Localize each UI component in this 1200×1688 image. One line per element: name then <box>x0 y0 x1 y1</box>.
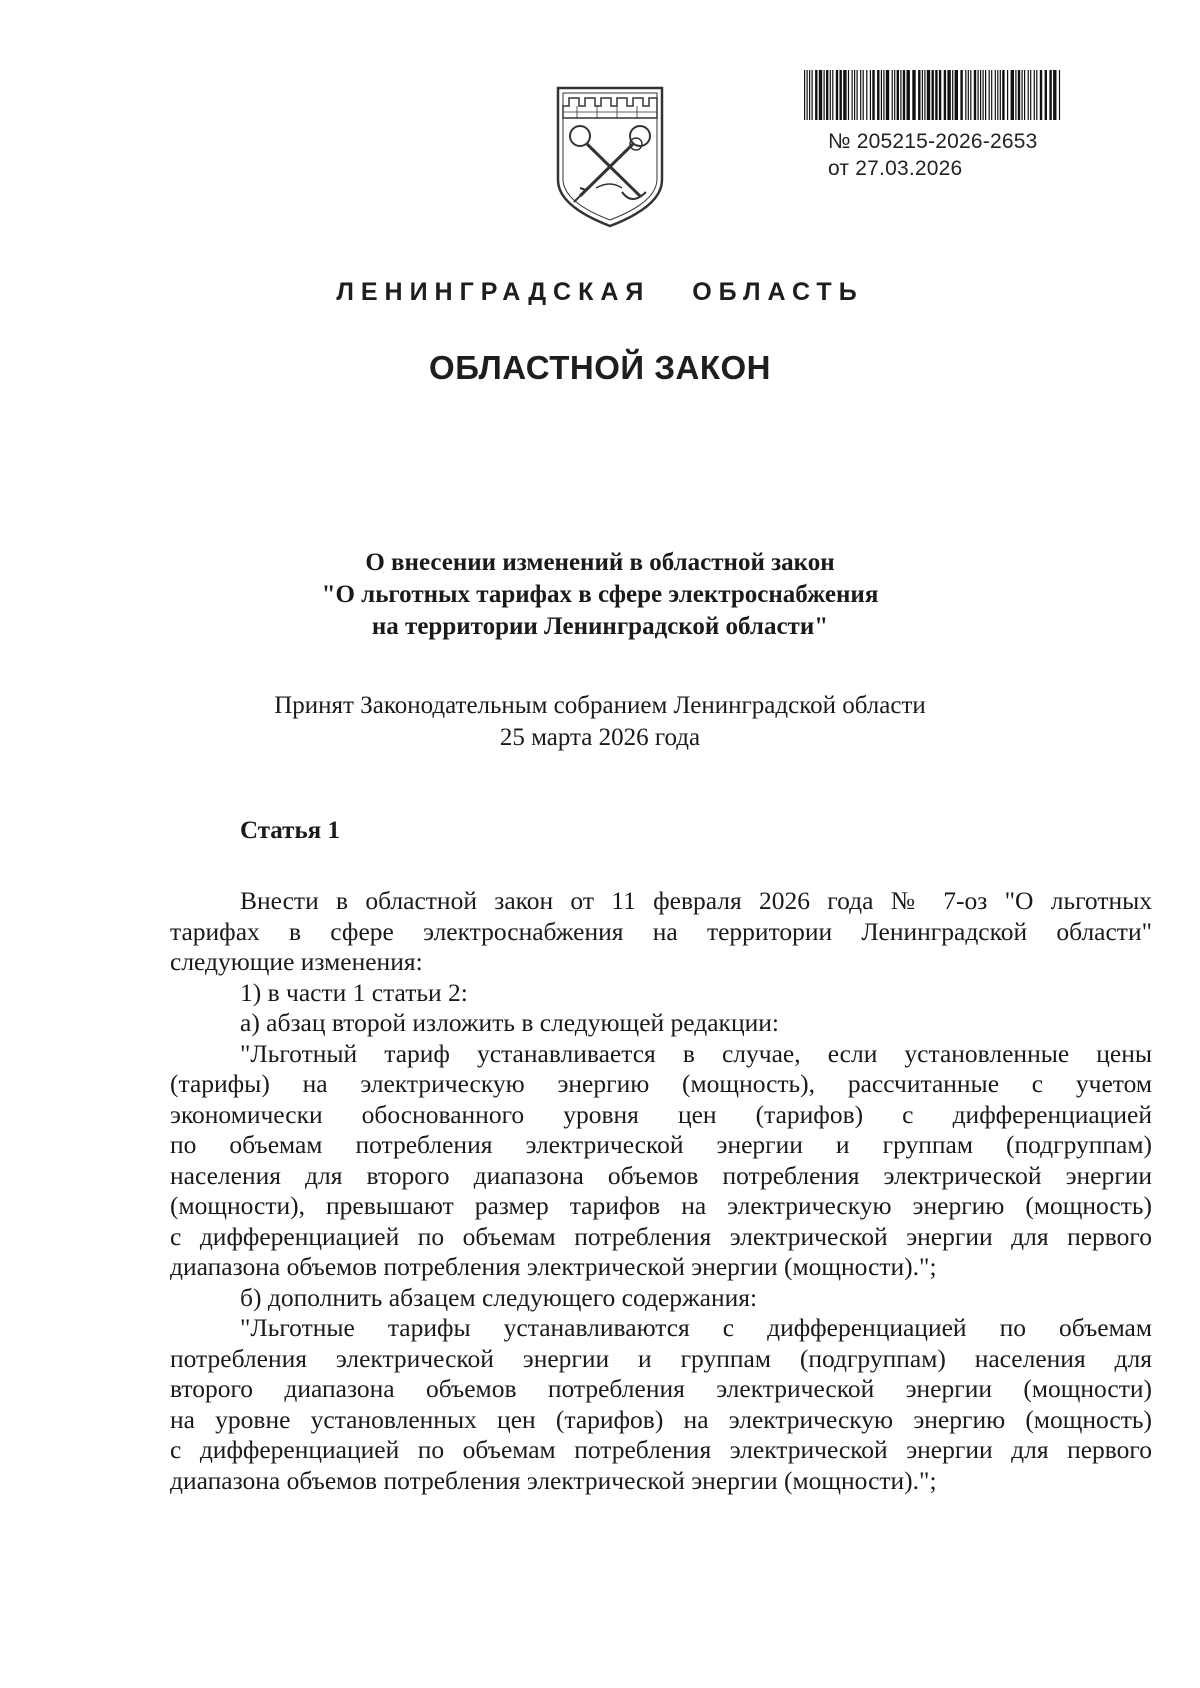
body-line: второго диапазона объемов потребления электрической энергии (мощности) <box>170 1374 1152 1403</box>
body-line: (мощности), превышают размер тарифов на электрическую энергию (мощность) <box>170 1191 1152 1220</box>
registration-date: от 27.03.2026 <box>828 157 963 180</box>
barcode-bar <box>1002 70 1004 120</box>
barcode-bar <box>1053 70 1056 120</box>
adoption-line: Принят Законодательным собранием Ленинградской области <box>274 692 926 719</box>
article-body <box>170 886 1152 1496</box>
barcode-bar <box>863 70 864 120</box>
body-line: экономически обоснованного уровня цен (тарифов) с дифференциацией <box>170 1099 1152 1129</box>
law-title-line: "О льготных тарифах в сфере электроснабжения <box>321 581 879 608</box>
barcode-bar <box>924 70 925 120</box>
barcode-bar <box>866 70 867 120</box>
barcode-bar <box>824 70 825 120</box>
adoption-date: 25 марта 2026 года <box>499 724 701 751</box>
law-title-line: на территории Ленинградской области" <box>371 613 829 640</box>
barcode-bar <box>1011 70 1014 120</box>
barcode-bar <box>991 70 992 120</box>
barcode-bar <box>944 70 946 120</box>
barcode-bar <box>965 70 966 120</box>
barcode-bar <box>852 70 853 120</box>
law-title <box>0 547 1200 643</box>
document-type: ОБЛАСТНОЙ ЗАКОН <box>429 349 771 386</box>
barcode-bar <box>812 70 813 120</box>
barcode-bar <box>832 70 833 120</box>
barcode-bar <box>826 70 828 120</box>
barcode-bar <box>960 70 962 120</box>
barcode-bar <box>807 70 808 120</box>
barcode-bar <box>1000 70 1001 120</box>
barcode-bar <box>843 70 846 120</box>
barcode <box>804 70 1066 120</box>
barcode-bar <box>881 70 882 120</box>
body-line: "Льготный тариф устанавливается в случае, если установленные цены <box>240 1038 1152 1068</box>
body-line: диапазона объемов потребления электрической энергии (мощности)."; <box>170 1465 937 1495</box>
barcode-bar <box>989 70 990 120</box>
barcode-bar <box>1030 70 1031 120</box>
barcode-bar <box>947 70 950 120</box>
barcode-bar <box>974 70 976 120</box>
barcode-bar <box>968 70 969 120</box>
adoption-note <box>0 690 1200 754</box>
barcode-bar <box>860 70 861 120</box>
barcode-bar <box>1015 70 1016 120</box>
registration-number: № 205215-2026-2653 <box>828 130 1038 153</box>
body-line: а) абзац второй изложить в следующей редакции: <box>240 1008 779 1037</box>
barcode-bar <box>894 70 895 120</box>
body-line: следующие изменения: <box>170 947 423 976</box>
barcode-bar <box>970 70 971 120</box>
body-line: с дифференциацией по объемам потребления электрической энергии для первого <box>170 1221 1152 1251</box>
barcode-bar <box>932 70 934 120</box>
body-line: тарифах в сфере электроснабжения на территории Ленинградской области" <box>170 916 1152 946</box>
barcode-bar <box>983 70 984 120</box>
barcode-bar <box>978 70 979 120</box>
barcode-bar <box>883 70 884 120</box>
barcode-bar <box>854 70 855 120</box>
body-line: "Льготные тарифы устанавливаются с дифференциацией по объемам <box>240 1313 1152 1342</box>
barcode-bar <box>935 70 937 120</box>
body-line: (тарифы) на электрическую энергию (мощность), рассчитанные с учетом <box>170 1069 1152 1098</box>
barcode-bar <box>819 70 822 120</box>
barcode-bar <box>815 70 817 120</box>
body-line: населения для второго диапазона объемов потребления электрической энергии <box>170 1160 1152 1190</box>
barcode-bar <box>1024 70 1025 120</box>
barcode-bar <box>836 70 838 120</box>
barcode-bar <box>1036 70 1037 120</box>
barcode-bar <box>892 70 893 120</box>
barcode-bar <box>1045 70 1047 120</box>
barcode-bar <box>886 70 889 120</box>
barcode-bar <box>840 70 842 120</box>
barcode-bar <box>857 70 858 120</box>
barcode-bar <box>1018 70 1020 120</box>
barcode-bar <box>912 70 915 120</box>
barcode-bar <box>1034 70 1035 120</box>
registration-block <box>804 70 1074 182</box>
barcode-bar <box>980 70 981 120</box>
barcode-bar <box>997 70 998 120</box>
body-line: Внести в областной закон от 11 февраля 2026 года № 7-оз "О льготных <box>240 886 1152 915</box>
barcode-bar <box>952 70 953 120</box>
barcode-bar <box>1040 70 1042 120</box>
barcode-bar <box>1059 70 1060 120</box>
barcode-bar <box>955 70 958 120</box>
body-line: на уровне установленных цен (тарифов) на электрическую энергию (мощность) <box>170 1404 1152 1434</box>
region-title: ЛЕНИНГРАДСКАЯ ОБЛАСТЬ <box>336 278 864 306</box>
barcode-bar <box>922 70 923 120</box>
barcode-bar <box>1007 70 1008 120</box>
barcode-bar <box>809 70 810 120</box>
body-line: 1) в части 1 статьи 2: <box>240 977 468 1007</box>
article-heading: Статья 1 <box>240 817 340 844</box>
body-line: с дифференциацией по объемам потребления электрической энергии для первого <box>170 1435 1152 1464</box>
barcode-bar <box>985 70 986 120</box>
barcode-bar <box>995 70 996 120</box>
barcode-bar <box>870 70 871 120</box>
law-title-line: О внесении изменений в областной закон <box>365 549 835 576</box>
barcode-bar <box>907 70 910 120</box>
barcode-bar <box>804 70 805 120</box>
barcode-bar <box>903 70 905 120</box>
barcode-bar <box>848 70 849 120</box>
barcode-bar <box>927 70 930 120</box>
barcode-bar <box>1049 70 1051 120</box>
barcode-bar <box>1022 70 1023 120</box>
barcode-bar <box>918 70 920 120</box>
barcode-bar <box>939 70 941 120</box>
barcode-bar <box>1028 70 1029 120</box>
body-line: потребления электрической энергии и группам (подгруппам) населения для <box>170 1343 1152 1373</box>
barcode-bar <box>877 70 879 120</box>
barcode-bar <box>897 70 899 120</box>
body-line: диапазона объемов потребления электрической энергии (мощности)."; <box>170 1252 937 1281</box>
coat-of-arms-emblem <box>552 84 668 230</box>
body-line: по объемам потребления электрической энергии и группам (подгруппам) <box>170 1130 1152 1159</box>
barcode-bar <box>830 70 831 120</box>
barcode-bar <box>900 70 901 120</box>
body-line: б) дополнить абзацем следующего содержания: <box>240 1282 758 1312</box>
barcode-bar <box>872 70 874 120</box>
